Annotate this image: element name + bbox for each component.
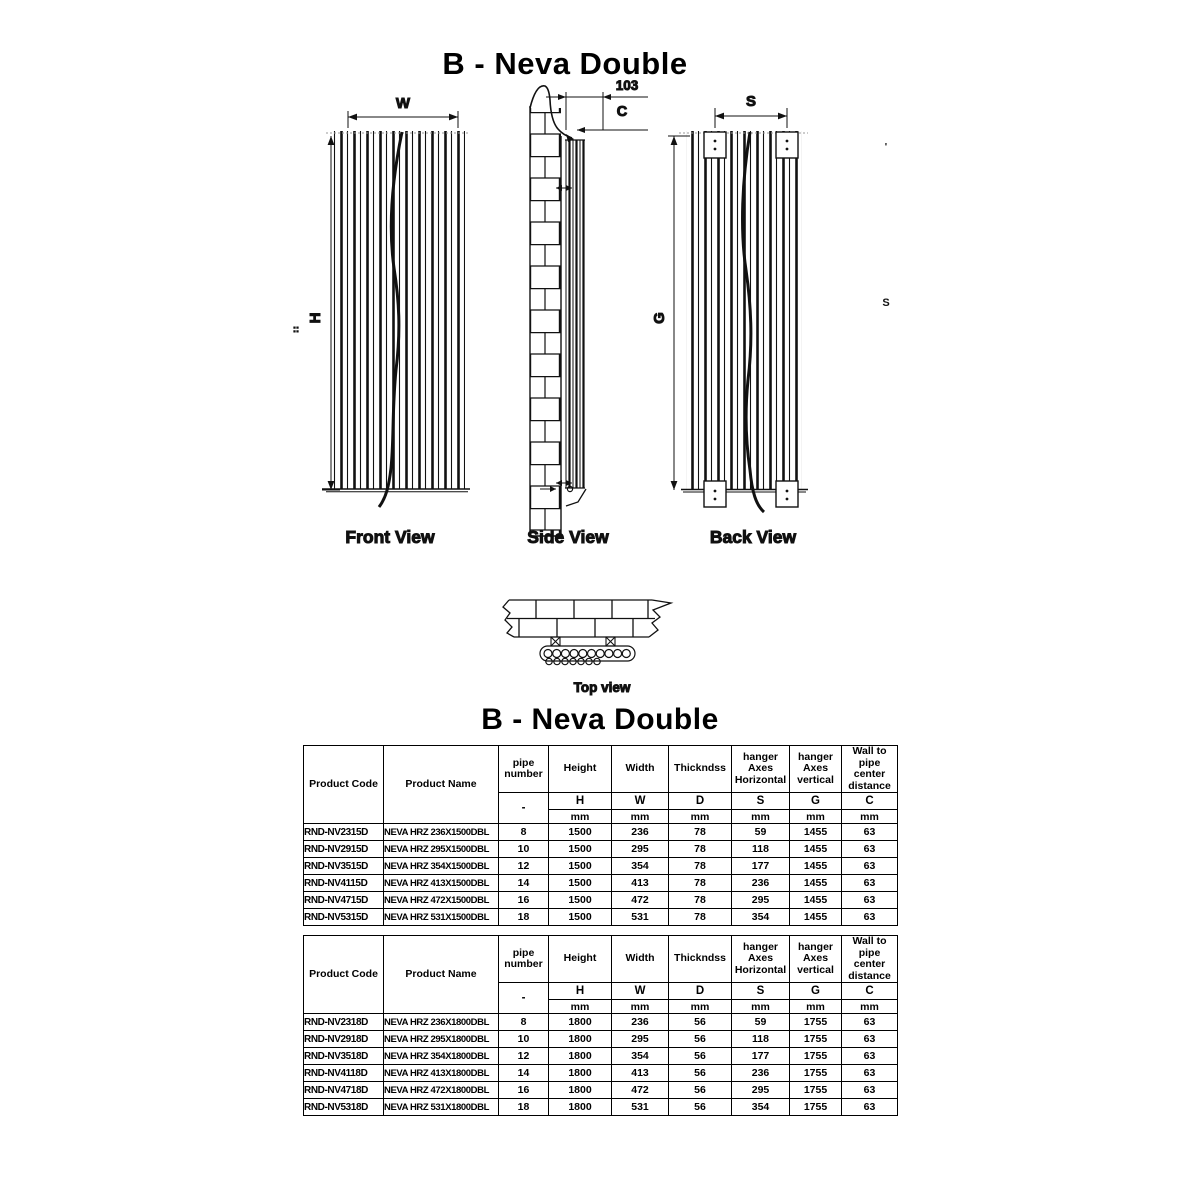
table-cell: 295 (612, 841, 669, 858)
table-cell: 63 (842, 909, 898, 926)
table-cell: 177 (732, 1048, 790, 1065)
stray-tick-mark: ' (884, 142, 888, 153)
table-cell: 295 (732, 1082, 790, 1099)
table-cell: 1455 (790, 841, 842, 858)
table-cell: 78 (669, 841, 732, 858)
table-cell: 63 (842, 824, 898, 841)
header-product-name: Product Name (384, 936, 499, 1014)
table-row (304, 1065, 898, 1082)
header-unit: mm (842, 1000, 898, 1014)
table-cell: 236 (612, 1014, 669, 1031)
front-width-dimension (348, 111, 458, 128)
technical-drawing (0, 80, 910, 706)
table-cell: 354 (732, 1099, 790, 1116)
header-dash: - (499, 983, 549, 1014)
header-wall-to-pipe: Wall to pipe center distance (842, 746, 898, 793)
table-cell: 18 (499, 909, 549, 926)
header-hanger-horizontal: hanger Axes Horizontal (732, 746, 790, 793)
table-cell: 1500 (549, 892, 612, 909)
table-row (304, 1048, 898, 1065)
table-cell: 56 (669, 1082, 732, 1099)
table-cell: 63 (842, 841, 898, 858)
header-letter-g: G (790, 983, 842, 1000)
header-pipe-number: pipe number (499, 746, 549, 793)
table-cell: 56 (669, 1065, 732, 1082)
table-cell: 1800 (549, 1031, 612, 1048)
table-cell: NEVA HRZ 413X1800DBL (384, 1065, 499, 1082)
front-dim-h-label: H (307, 312, 324, 324)
header-letter-w: W (612, 983, 669, 1000)
table-cell: NEVA HRZ 354X1500DBL (384, 858, 499, 875)
table-cell: 16 (499, 1082, 549, 1099)
table-cell: NEVA HRZ 236X1500DBL (384, 824, 499, 841)
top-view-tube-row (540, 646, 635, 665)
header-width: Width (612, 936, 669, 983)
table-cell: 59 (732, 1014, 790, 1031)
table-cell: RND-NV2915D (304, 841, 384, 858)
side-view-label: Side View (527, 527, 609, 547)
header-product-code: Product Code (304, 936, 384, 1014)
table-cell: 1800 (549, 1082, 612, 1099)
header-letter-c: C (842, 793, 898, 810)
table-cell: 78 (669, 824, 732, 841)
header-letter-h: H (549, 983, 612, 1000)
table-cell: 472 (612, 1082, 669, 1099)
table-cell: 413 (612, 875, 669, 892)
table-cell: NEVA HRZ 472X1500DBL (384, 892, 499, 909)
table-cell: 1755 (790, 1014, 842, 1031)
header-unit: mm (549, 810, 612, 824)
table-cell: 1500 (549, 875, 612, 892)
top-view-label: Top view (573, 680, 631, 695)
table-cell: 12 (499, 858, 549, 875)
table-cell: RND-NV4718D (304, 1082, 384, 1099)
table-cell: NEVA HRZ 413X1500DBL (384, 875, 499, 892)
header-unit: mm (732, 810, 790, 824)
table-cell: 1755 (790, 1082, 842, 1099)
table-cell: 63 (842, 1048, 898, 1065)
header-unit: mm (732, 1000, 790, 1014)
table-cell: 354 (612, 1048, 669, 1065)
table-cell: NEVA HRZ 531X1800DBL (384, 1099, 499, 1116)
table-cell: 18 (499, 1099, 549, 1116)
side-dim-103-label: 103 (615, 80, 639, 93)
table-cell: RND-NV4715D (304, 892, 384, 909)
header-unit: mm (669, 810, 732, 824)
table-cell: NEVA HRZ 236X1800DBL (384, 1014, 499, 1031)
table-cell: 1455 (790, 858, 842, 875)
table-cell: RND-NV4115D (304, 875, 384, 892)
header-hanger-vertical: hanger Axes vertical (790, 746, 842, 793)
table-row (304, 824, 898, 841)
table-cell: 14 (499, 875, 549, 892)
table-cell: RND-NV5315D (304, 909, 384, 926)
header-dash: - (499, 793, 549, 824)
header-hanger-vertical: hanger Axes vertical (790, 936, 842, 983)
table-row (304, 1099, 898, 1116)
table-cell: 78 (669, 875, 732, 892)
table-cell: 63 (842, 1065, 898, 1082)
side-radiator-slab (565, 140, 585, 488)
header-unit: mm (790, 1000, 842, 1014)
header-letter-s: S (732, 983, 790, 1000)
table-cell: 413 (612, 1065, 669, 1082)
table-cell: RND-NV2315D (304, 824, 384, 841)
header-pipe-number: pipe number (499, 936, 549, 983)
table-row (304, 1014, 898, 1031)
table-cell: 1455 (790, 875, 842, 892)
header-unit: mm (612, 810, 669, 824)
side-103-dimension (546, 92, 648, 130)
table-row (304, 858, 898, 875)
table-cell: 78 (669, 858, 732, 875)
table-cell: 1455 (790, 909, 842, 926)
table-cell: 1755 (790, 1031, 842, 1048)
table-cell: 472 (612, 892, 669, 909)
table-cell: RND-NV5318D (304, 1099, 384, 1116)
table-cell: RND-NV4118D (304, 1065, 384, 1082)
side-dim-c-label: C (616, 104, 628, 120)
front-dim-w-label: W (395, 95, 411, 112)
table-cell: 1800 (549, 1065, 612, 1082)
table-cell: 78 (669, 892, 732, 909)
table-cell: 8 (499, 1014, 549, 1031)
spec-table-1500 (303, 745, 898, 926)
table-cell: 1455 (790, 892, 842, 909)
table-cell: NEVA HRZ 354X1800DBL (384, 1048, 499, 1065)
back-view-drawing (651, 93, 808, 547)
table-cell: 56 (669, 1099, 732, 1116)
header-height: Height (549, 936, 612, 983)
table-cell: 1500 (549, 841, 612, 858)
table-cell: 56 (669, 1048, 732, 1065)
table-row (304, 841, 898, 858)
header-letter-s: S (732, 793, 790, 810)
table-row (304, 909, 898, 926)
table-row (304, 1031, 898, 1048)
table-cell: 16 (499, 892, 549, 909)
header-wall-to-pipe: Wall to pipe center distance (842, 936, 898, 983)
header-unit: mm (669, 1000, 732, 1014)
table-cell: 1500 (549, 858, 612, 875)
table-cell: 1755 (790, 1065, 842, 1082)
stray-s-mark: S (882, 297, 890, 309)
header-letter-h: H (549, 793, 612, 810)
table-cell: 531 (612, 1099, 669, 1116)
table-cell: NEVA HRZ 295X1800DBL (384, 1031, 499, 1048)
header-unit: mm (612, 1000, 669, 1014)
table-cell: 236 (732, 1065, 790, 1082)
table-cell: 63 (842, 892, 898, 909)
table-cell: 1755 (790, 1099, 842, 1116)
back-dim-s-label: S (745, 93, 757, 110)
table-cell: 12 (499, 1048, 549, 1065)
header-letter-d: D (669, 983, 732, 1000)
top-view-drawing (503, 600, 671, 695)
table-cell: NEVA HRZ 295X1500DBL (384, 841, 499, 858)
front-stray-mark: :: (293, 324, 299, 334)
top-view-bracket-stems (551, 637, 615, 646)
front-view-drawing (293, 95, 470, 547)
table-cell: 10 (499, 841, 549, 858)
table-cell: 56 (669, 1031, 732, 1048)
table-cell: 1455 (790, 824, 842, 841)
table-cell: 354 (612, 858, 669, 875)
front-view-label: Front View (345, 527, 435, 547)
header-width: Width (612, 746, 669, 793)
header-unit: mm (790, 810, 842, 824)
table-cell: 1500 (549, 909, 612, 926)
table-cell: RND-NV2318D (304, 1014, 384, 1031)
table-cell: NEVA HRZ 472X1800DBL (384, 1082, 499, 1099)
top-view-wall-band (503, 600, 671, 637)
table-cell: 63 (842, 875, 898, 892)
header-thickness: Thickndss (669, 936, 732, 983)
side-view-drawing (527, 80, 648, 547)
header-thickness: Thickndss (669, 746, 732, 793)
header-height: Height (549, 746, 612, 793)
table-cell: RND-NV3518D (304, 1048, 384, 1065)
table-cell: 354 (732, 909, 790, 926)
side-c-dimension (577, 127, 648, 133)
header-product-name: Product Name (384, 746, 499, 824)
table-cell: 1800 (549, 1048, 612, 1065)
table-cell: 531 (612, 909, 669, 926)
table-cell: 63 (842, 858, 898, 875)
side-wall-bricks (530, 108, 561, 536)
table-cell: 10 (499, 1031, 549, 1048)
table-cell: 14 (499, 1065, 549, 1082)
table-cell: 63 (842, 1014, 898, 1031)
table-cell: 1800 (549, 1099, 612, 1116)
table-cell: 177 (732, 858, 790, 875)
header-unit: mm (842, 810, 898, 824)
table-cell: 63 (842, 1099, 898, 1116)
header-product-code: Product Code (304, 746, 384, 824)
table-cell: 1755 (790, 1048, 842, 1065)
table-cell: 236 (612, 824, 669, 841)
page-title: B - Neva Double (442, 46, 688, 81)
table-cell: 118 (732, 1031, 790, 1048)
header-letter-g: G (790, 793, 842, 810)
table-cell: 63 (842, 1082, 898, 1099)
table-cell: 78 (669, 909, 732, 926)
table-cell: 56 (669, 1014, 732, 1031)
table-cell: NEVA HRZ 531X1500DBL (384, 909, 499, 926)
table-section-title: B - Neva Double (481, 703, 719, 736)
table-cell: 118 (732, 841, 790, 858)
table-cell: 8 (499, 824, 549, 841)
table-row (304, 1082, 898, 1099)
table-row (304, 875, 898, 892)
table-cell: 295 (732, 892, 790, 909)
table-cell: 295 (612, 1031, 669, 1048)
back-s-dimension (715, 108, 787, 128)
table-cell: RND-NV3515D (304, 858, 384, 875)
table-cell: RND-NV2918D (304, 1031, 384, 1048)
table-cell: 1800 (549, 1014, 612, 1031)
header-letter-c: C (842, 983, 898, 1000)
spec-table-1800 (303, 935, 898, 1116)
table-cell: 63 (842, 1031, 898, 1048)
table-cell: 236 (732, 875, 790, 892)
table-cell: 59 (732, 824, 790, 841)
table-cell: 1500 (549, 824, 612, 841)
header-letter-d: D (669, 793, 732, 810)
back-dim-g-label: G (651, 312, 668, 324)
header-hanger-horizontal: hanger Axes Horizontal (732, 936, 790, 983)
header-letter-w: W (612, 793, 669, 810)
header-unit: mm (549, 1000, 612, 1014)
back-view-label: Back View (709, 527, 797, 547)
table-row (304, 892, 898, 909)
